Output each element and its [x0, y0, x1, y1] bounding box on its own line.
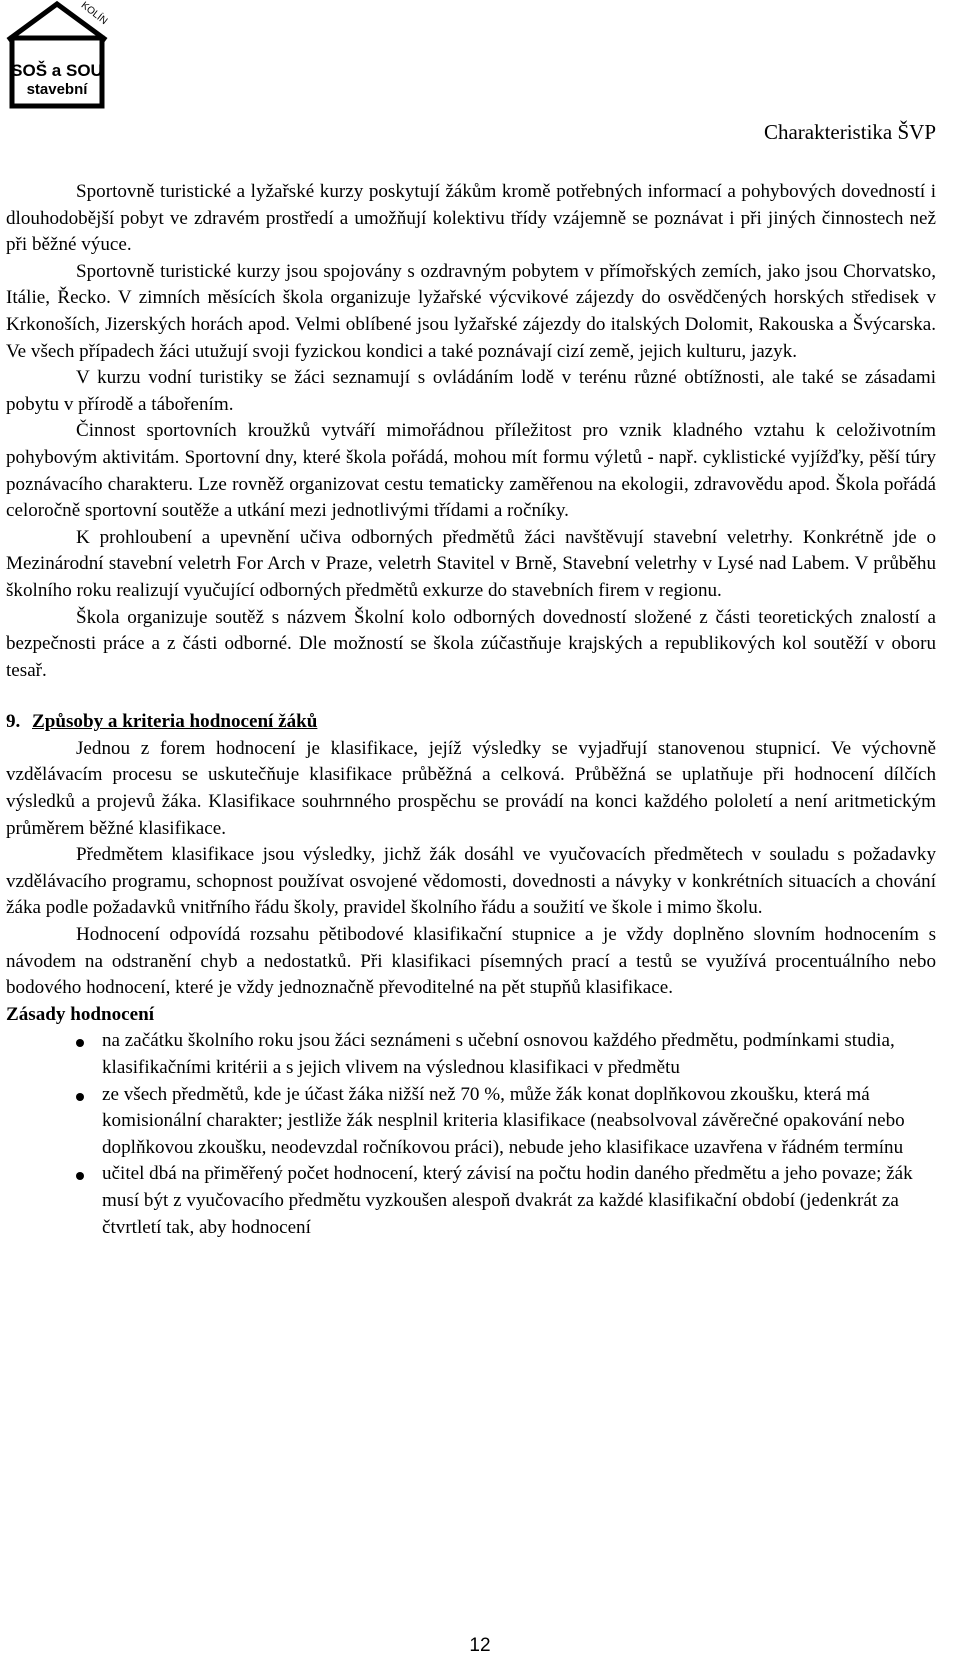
- school-logo: [4, 0, 110, 114]
- paragraph: Hodnocení odpovídá rozsahu pětibodové klasifikační stupnice a je vždy doplněno slovním hodnocením s návodem na odstranění chyb a nedostatků. Při klasifikaci písemných prací a testů se využívá procentuálního nebo bodového hodnocení, které je vždy jednoznačně převoditelné na pět stupňů klasifikace.: [6, 924, 936, 999]
- paragraph: Předmětem klasifikace jsou výsledky, jichž žák dosáhl ve vyučovacích předmětech v souladu s požadavky vzdělávacího programu, schopnost používat osvojené vědomosti, dovednosti a návyky v konkrétních situacích a chování žáka podle požadavků vnitřního řádu školy, pravidel školního řádu a soužití ve škole i mimo školu.: [6, 844, 936, 919]
- paragraph: Jednou z forem hodnocení je klasifikace, jejíž výsledky se vyjadřují stanovenou stupnicí. Ve výchovně vzdělávacím procesu se uskutečňuje klasifikace průběžná a celková. Průběžná se uplatňuje při hodnocení dílčích výsledků a projevů žáka. Klasifikace souhrnného prospěchu se provádí na konci každého pololetí a není aritmetickým průměrem běžné klasifikace.: [6, 737, 936, 839]
- bullet-list: [6, 1028, 936, 1241]
- list-item-text: na začátku školního roku jsou žáci seznámeni s učební osnovou každého předmětu, podmínkami studia, klasifikačními kritérii a s jejich vlivem na výslednou klasifikaci v předmětu: [102, 1030, 895, 1078]
- paragraph: Sportovně turistické kurzy jsou spojovány s ozdravným pobytem v přímořských zemích, jako jsou Chorvatsko, Itálie, Řecko. V zimních měsících škola organizuje lyžařské výcvikové zájezdy do osvědčených horských středisek v Krkonoších, Jizerských horách apod. Velmi oblíbené jsou lyžařské zájezdy do italských Dolomit, Rakouska a Švýcarska. Ve všech případech žáci utužují svoji fyzickou kondici a také poznávají cizí země, jejich kulturu, jazyk.: [6, 260, 936, 362]
- paragraph: Sportovně turistické a lyžařské kurzy poskytují žákům kromě potřebných informací a pohybových dovedností i dlouhodobější pobyt ve zdravém prostředí a umožňují kolektivu třídy vzájemně se poznávat i při jiných činnostech než při běžné výuce.: [6, 181, 936, 256]
- bullet-icon: [76, 1039, 84, 1047]
- section-number: 9.: [6, 711, 21, 733]
- paragraph: K prohloubení a upevnění učiva odborných předmětů žáci navštěvují stavební veletrhy. Konkrétně jde o Mezinárodní stavební veletrh For Arch v Praze, veletrh Stavitel v Brně, Stavební veletrhy v Lysé nad Labem. V průběhu školního roku realizují vyučující odborných předmětů exkurze do stavebních firem v regionu.: [6, 526, 936, 601]
- list-item: [6, 1082, 936, 1162]
- paragraph: V kurzu vodní turistiky se žáci seznamují s ovládáním lodě v terénu různé obtížnosti, ale také se zásadami pobytu v přírodě a tábořením.: [6, 367, 936, 415]
- list-item: [6, 1161, 936, 1241]
- paragraph: Činnost sportovních kroužků vytváří mimořádnou příležitost pro vznik kladného vztahu k celoživotním pohybovým aktivitám. Sportovní dny, které škola pořádá, mohou mít formu výletů - např. cyklistické vyjížďky, pěší túry poznávacího charakteru. Lze rovněž organizovat cestu tematicky zaměřenou na ekologii, zdravovědu apod. Škola pořádá celoročně sportovní soutěže a utkání mezi jednotlivými třídami a ročníky.: [6, 420, 936, 522]
- list-item: [6, 1028, 936, 1081]
- bullet-icon: [76, 1172, 84, 1180]
- document-body: [6, 179, 936, 1241]
- page-number: 12: [469, 1635, 491, 1656]
- header-title: Charakteristika ŠVP: [763, 120, 936, 144]
- list-item-text: učitel dbá na přiměřený počet hodnocení, který závisí na počtu hodin daného předmětu a jeho povaze; žák musí být z vyučovacího předmětu vyzkoušen alespoň dvakrát za každé klasifikační období (jedenkrát za čtvrtletí tak, aby hodnocení: [102, 1163, 913, 1238]
- logo-line2: stavební: [26, 81, 88, 98]
- section-heading: [6, 709, 936, 736]
- bullet-icon: [76, 1093, 84, 1101]
- logo-kolin-text: KOLÍN: [78, 0, 110, 28]
- subheading: Zásady hodnocení: [6, 1003, 155, 1025]
- section-title: Způsoby a kriteria hodnocení žáků: [32, 711, 318, 733]
- paragraph: Škola organizuje soutěž s názvem Školní kolo odborných dovedností složené z části teoretických znalostí a bezpečnosti práce a z části odborné. Dle možností se škola zúčastňuje krajských a republikových kol soutěží v oboru tesař.: [6, 606, 936, 681]
- logo-line1: SOŠ a SOU: [11, 61, 103, 80]
- list-item-text: ze všech předmětů, kde je účast žáka nižší než 70 %, může žák konat doplňkovou zkoušku, která má komisionální charakter; jestliže žák nesplnil kriteria klasifikace (neabsolvoval závěrečné opakování nebo doplňkovou zkoušku, neodevzdal ročníkovou práci), nebude jeho klasifikace uzavřena v řádném termínu: [102, 1083, 905, 1158]
